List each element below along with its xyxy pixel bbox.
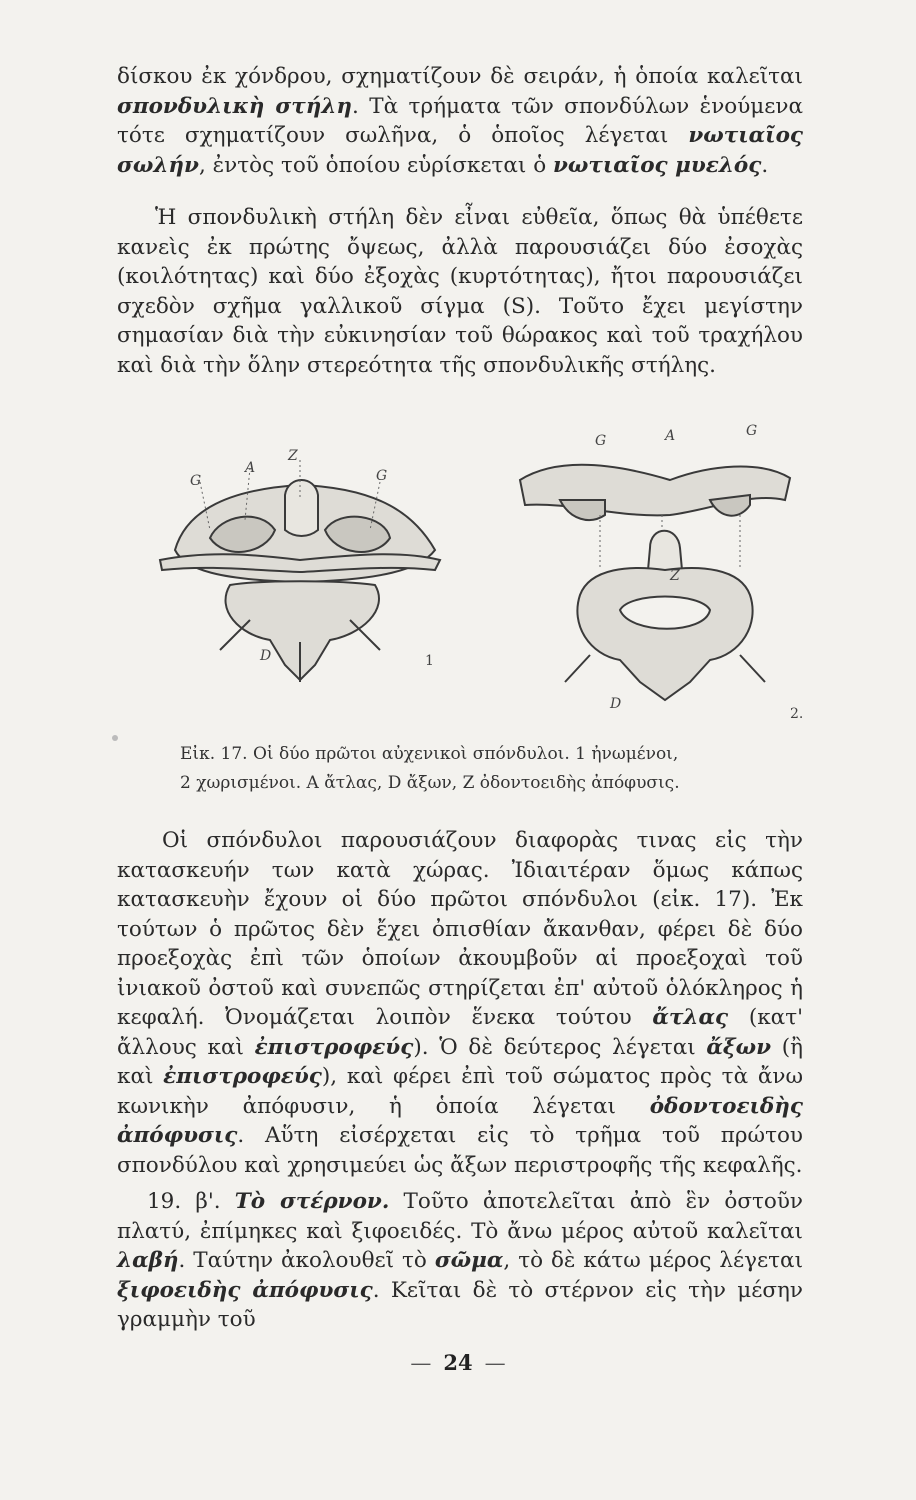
term-spinal-column: σπονδυλικὴ στήλη: [117, 93, 353, 119]
label-g: G: [746, 423, 758, 439]
text-run: ). Ὁ δὲ δεύτερος λέγεται: [413, 1034, 707, 1060]
label-figure-number: 2.: [790, 706, 804, 722]
text-run: . Κεῖται δὲ τὸ στέρνον εἰς τὴν μέσην γραμμὴν τοῦ: [117, 1277, 804, 1332]
term-body: σῶμα: [434, 1248, 504, 1273]
label-g: G: [190, 473, 202, 489]
label-g: G: [376, 468, 388, 484]
text-run: .: [761, 152, 769, 178]
term-xiphoid-process: ξιφοειδὴς ἀπόφυσις: [117, 1277, 373, 1303]
section-heading: Τὸ στέρνον.: [234, 1189, 390, 1214]
text-run: . Ταύτην ἀκολουθεῖ τὸ: [178, 1248, 435, 1273]
label-z: Z: [670, 568, 680, 584]
paragraph-sternum: [117, 1187, 803, 1335]
term-spinal-canal: νωτιαῖος σωλήν: [117, 123, 803, 178]
page-number: 24: [443, 1350, 473, 1375]
paragraph-first-vertebrae: [117, 826, 803, 1180]
page-footer: [0, 1350, 916, 1375]
section-number: 19. β'.: [147, 1189, 221, 1214]
text-run: (ἢ καὶ: [117, 1034, 803, 1089]
text-run: . Αὕτη εἰσέρχεται εἰς τὸ τρῆμα τοῦ πρώτου σπονδύλου καὶ χρησιμεύει ὡς ἄξων περιστροφῆς τῆς κεφαλῆς.: [117, 1123, 803, 1178]
term-manubrium: λαβή: [117, 1248, 179, 1273]
text-run: , ἐντὸς τοῦ ὁποίου εὑρίσκεται ὁ: [198, 152, 547, 178]
label-a: A: [665, 428, 676, 444]
text-run: , τὸ δὲ κάτω μέρος λέγεται: [503, 1248, 803, 1273]
term-spinal-cord: νωτιαῖος μυελός: [552, 152, 762, 178]
axis-drawing: [565, 531, 765, 700]
paragraph-curvature: Ἡ σπονδυλικὴ στήλη δὲν εἶναι εὐθεῖα, ὅπως θὰ ὑπέθετε κανεὶς ἐκ πρώτης ὄψεως, ἀλλὰ παρουσιάζει δύο ἐσοχὰς (κοιλότητας) καὶ δύο ἐξοχὰς (κυρτότητας), ἤτοι παρουσιάζει σχεδὸν σχῆμα γαλλικοῦ σίγμα (S). Τοῦτο ἔχει μεγίστην σημασίαν διὰ τὴν εὐκινησίαν τοῦ θώρακος καὶ τοῦ τραχήλου καὶ διὰ τὴν ὅλην στερεότητα τῆς σπονδυλικῆς στήλης.: [117, 205, 803, 378]
figure-caption: [180, 740, 790, 798]
paragraph-intro: [117, 62, 803, 180]
text-run: . Τὰ τρήματα τῶν σπονδύλων ἑνούμενα τότε σχηματίζουν σωλῆνα, ὁ ὁποῖος λέγεται: [117, 93, 803, 148]
caption-line: Εἰκ. 17. Οἱ δύο πρῶτοι αὐχενικοὶ σπόνδυλοι. 1 ἠνωμένοι,: [180, 744, 679, 764]
label-d: D: [610, 696, 622, 712]
text-run: Τοῦτο ἀποτελεῖται ἀπὸ ἓν ὀστοῦν πλατύ, ἐπίμηκες καὶ ξιφοειδές. Τὸ ἄνω μέρος αὐτοῦ καλεῖται: [117, 1189, 803, 1244]
figure-vertebrae: [150, 420, 810, 725]
atlas-drawing: [520, 465, 790, 520]
label-g: G: [595, 433, 607, 449]
term-axis: ἄξων: [706, 1034, 772, 1060]
label-figure-number: 1: [425, 653, 434, 669]
footer-dash: —: [410, 1351, 432, 1375]
label-z: Z: [288, 448, 298, 464]
label-d: D: [260, 648, 272, 664]
footer-dash: —: [484, 1351, 506, 1375]
label-a: A: [245, 460, 256, 476]
text-run: ), καὶ φέρει ἐπὶ τοῦ σώματος πρὸς τὰ ἄνω κωνικὴν ἀπόφυσιν, ἡ ὁποία λέγεται: [117, 1064, 803, 1119]
term-epistropheus: ἐπιστροφεύς: [163, 1064, 322, 1089]
text-run: (κατ' ἄλλους καὶ: [117, 1005, 804, 1060]
term-epistropheus: ἐπιστροφεύς: [254, 1034, 414, 1060]
term-odontoid-process: ὀδοντοειδὴς ἀπόφυσις: [117, 1093, 803, 1148]
term-atlas: ἄτλας: [652, 1005, 729, 1030]
joined-vertebrae-drawing: [160, 480, 440, 682]
caption-line: 2 χωρισμένοι. Α ἄτλας, D ἄξων, Ζ ὀδοντοειδὴς ἀπόφυσις.: [180, 773, 680, 793]
vertebrae-illustration: [150, 420, 810, 725]
text-run: Οἱ σπόνδυλοι παρουσιάζουν διαφορὰς τινας εἰς τὴν κατασκευήν των κατὰ χώρας. Ἰδιαιτέραν ὅμως κάπως κατασκευὴν ἔχουν οἱ δύο πρῶτοι σπόνδυλοι (εἰκ. 17). Ἐκ τούτων ὁ πρῶτος δὲν ἔχει ὀπισθίαν ἄκανθαν, φέρει δὲ δύο προεξοχὰς ἐπὶ τῶν ὁποίων ἀκουμβοῦν αἱ προεξοχαὶ τοῦ ἰνιακοῦ ὀστοῦ καὶ συνεπῶς στηρίζεται ἐπ' αὐτοῦ ὁλόκληρος ἡ κεφαλή. Ὀνομάζεται λοιπὸν ἕνεκα τούτου: [117, 828, 803, 1030]
text-run: δίσκου ἐκ χόνδρου, σχηματίζουν δὲ σειράν, ἡ ὁποία καλεῖται: [117, 64, 803, 89]
print-speck: [112, 735, 118, 741]
